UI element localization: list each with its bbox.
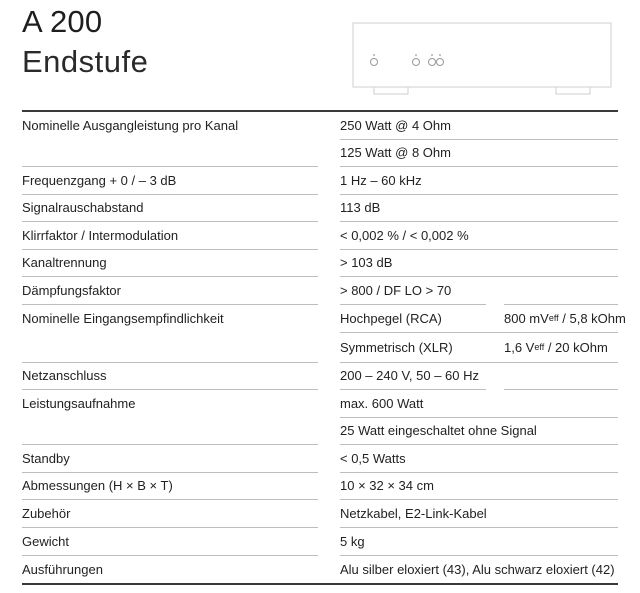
spec-row: [22, 112, 618, 139]
spec-label: Zubehör: [22, 505, 71, 521]
spec-row: [22, 166, 618, 194]
spec-row: [22, 249, 618, 276]
spec-label: Nominelle Eingangsempfindlichkeit: [22, 310, 224, 326]
spec-label: Nominelle Ausgangleistung pro Kanal: [22, 118, 239, 133]
spec-value: < 0,002 % / < 0,002 %: [340, 227, 469, 243]
spec-row: [22, 276, 618, 304]
spec-value: max. 600 Watt: [340, 395, 424, 411]
spec-label: Ausführungen: [22, 561, 103, 577]
knob-icon: [437, 59, 444, 66]
spec-row: [22, 332, 618, 362]
sub-value-main: 800 mV: [504, 310, 549, 326]
spec-value: > 103 dB: [340, 255, 393, 270]
spec-table-bottom-rule: [22, 583, 618, 585]
spec-value: 125 Watt @ 8 Ohm: [340, 145, 451, 160]
spec-value: Hochpegel (RCA): [340, 310, 442, 326]
spec-value: 200 – 240 V, 50 – 60 Hz: [340, 368, 480, 383]
spec-value: 25 Watt eingeschaltet ohne Signal: [340, 423, 537, 438]
spec-value: > 800 / DF LO > 70: [340, 282, 452, 298]
sub-value-subscript: eff: [534, 342, 545, 352]
spec-label: Gewicht: [22, 533, 69, 549]
spec-value: < 0,5 Watts: [340, 450, 406, 466]
spec-row: [22, 472, 618, 499]
knob-icon: [413, 59, 420, 66]
spec-label: Kanaltrennung: [22, 255, 107, 270]
spec-label: Signalrauschabstand: [22, 200, 144, 215]
spec-row: [22, 499, 618, 527]
spec-value: 5 kg: [340, 533, 365, 549]
spec-row: [22, 417, 618, 444]
spec-value: Netzkabel, E2-Link-Kabel: [340, 505, 487, 521]
sub-value-subscript: eff: [548, 313, 559, 323]
product-subtitle: Endstufe: [22, 44, 149, 79]
spec-label: Abmessungen (H × B × T): [22, 478, 173, 493]
spec-value: Alu silber eloxiert (43), Alu schwarz eloxiert (42): [340, 561, 615, 577]
spec-label: Standby: [22, 450, 70, 466]
spec-value: 113 dB: [340, 200, 381, 215]
spec-row: [22, 527, 618, 555]
spec-label: Netzanschluss: [22, 368, 107, 383]
spec-label: Frequenzgang + 0 / – 3 dB: [22, 172, 177, 188]
knob-icon: [429, 59, 436, 66]
spec-value: Symmetrisch (XLR): [340, 339, 453, 355]
power-button-icon: [371, 59, 378, 66]
spec-value: 10 × 32 × 34 cm: [340, 478, 434, 493]
spec-row: [22, 139, 618, 166]
sub-value-main: 1,6 V: [504, 339, 535, 355]
spec-row: [22, 221, 618, 249]
spec-row: [22, 444, 618, 472]
product-title: A 200: [22, 4, 103, 39]
spec-sub-value: [504, 304, 626, 332]
spec-value: 1 Hz – 60 kHz: [340, 172, 422, 188]
spec-value: 250 Watt @ 4 Ohm: [340, 118, 451, 133]
sub-value-unit: / 20 kOhm: [544, 339, 608, 355]
spec-row: [22, 362, 618, 389]
spec-label: Leistungsaufnahme: [22, 395, 136, 411]
sub-value-unit: / 5,8 kOhm: [558, 310, 626, 326]
spec-row: [22, 389, 618, 417]
spec-sub-value: [504, 332, 608, 362]
spec-row: [22, 555, 618, 583]
amplifier-illustration: [352, 22, 612, 102]
spec-label: Dämpfungsfaktor: [22, 282, 121, 298]
spec-label: Klirrfaktor / Intermodulation: [22, 227, 179, 243]
spec-row: [22, 304, 626, 332]
spec-row: [22, 194, 618, 221]
